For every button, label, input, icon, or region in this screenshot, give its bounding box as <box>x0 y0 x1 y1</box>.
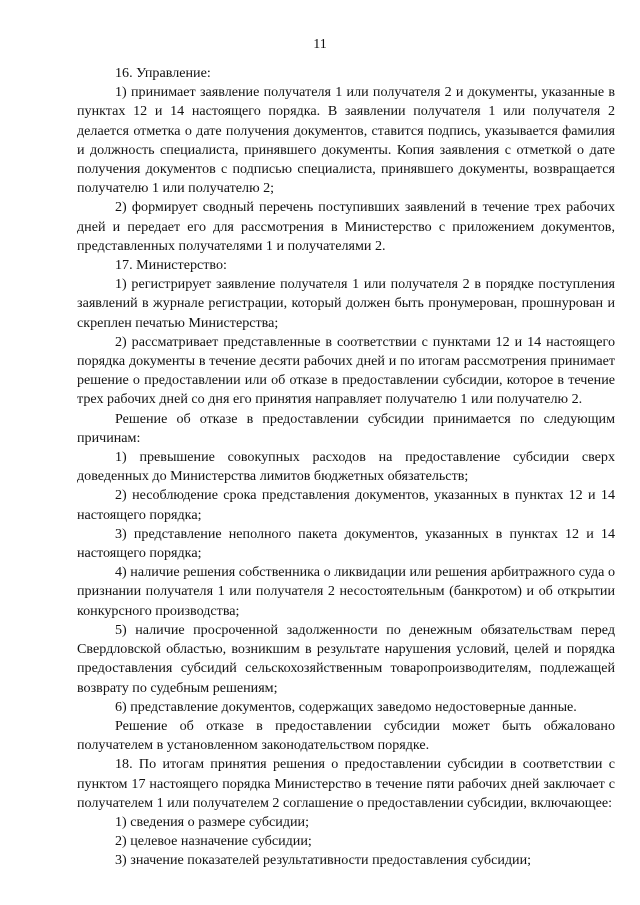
section-16-heading: 16. Управление: <box>115 65 211 81</box>
section-17-heading: 17. Министерство: <box>115 257 227 274</box>
paragraph: 2) рассматривает представленные в соответствии с пунктами 12 и 14 настоящего порядка документы в течение десяти рабочих дней и по итогам рассмотрения принимает решение о предоставлении или об отказе в предоставлении субсидии, которое в течение трех рабочих дней со дня его принятия направляет получателю 1 или получателю 2. <box>77 333 615 408</box>
list-item: 2) целевое назначение субсидии; <box>115 833 312 850</box>
paragraph: Решение об отказе в предоставлении субсидии может быть обжаловано получателем в установленном законодательством порядке. <box>77 717 615 754</box>
list-item: 1) превышение совокупных расходов на предоставление субсидии сверх доведенных до Министерства лимитов бюджетных обязательств; <box>77 449 615 485</box>
list-item: 4) наличие решения собственника о ликвидации или решения арбитражного суда о признании получателя 1 или получателя 2 несостоятельным (банкротом) и об открытии конкурсного производства; <box>77 564 615 619</box>
paragraph: Решение об отказе в предоставлении субсидии принимается по следующим причинам: <box>77 410 615 446</box>
list-item: 3) значение показателей результативности предоставления субсидии; <box>115 852 532 869</box>
paragraph: 1) принимает заявление получателя 1 или получателя 2 и документы, указанные в пунктах 12 и 14 настоящего порядка. В заявлении получателя 1 или получателя 2 делается отметка о дате получения документов, ставится подпись, указывается фамилия и должность специалиста, принявшего документы. Копия заявления с отметкой о дате получения документов с подписью специалиста, принявшего документы, возвращается получателю 1 или получателю 2; <box>77 84 615 197</box>
paragraph: 1) регистрирует заявление получателя 1 или получателя 2 в порядке поступления заявлений в журнале регистрации, который должен быть пронумерован, прошнурован и скреплен печатью Министерства; <box>77 276 615 331</box>
list-item: 5) наличие просроченной задолженности по денежным обязательствам перед Свердловской областью, возникшим в результате нарушения условий, целей и порядка предоставления субсидий сельскохозяйственным товаропроизводителям, подлежащей возврату по судебным решениям; <box>77 621 615 696</box>
document-body <box>77 64 615 871</box>
section-18-paragraph: 18. По итогам принятия решения о предоставлении субсидии в соответствии с пунктом 17 настоящего порядка Министерство в течение пяти рабочих дней заключает с получателем 1 или получателем 2 соглашение о предоставлении субсидии, включающее: <box>77 756 615 811</box>
list-item: 2) несоблюдение срока представления документов, указанных в пунктах 12 и 14 настоящего порядка; <box>77 487 615 523</box>
list-item: 6) представление документов, содержащих заведомо недостоверные данные. <box>115 698 577 715</box>
list-item: 3) представление неполного пакета документов, указанных в пунктах 12 и 14 настоящего порядка; <box>77 525 615 562</box>
paragraph: 2) формирует сводный перечень поступивших заявлений в течение трех рабочих дней и передает его для рассмотрения в Министерство с приложением документов, представленных получателями 1 и получателями 2. <box>77 199 615 254</box>
page-number: 11 <box>313 37 327 52</box>
list-item: 1) сведения о размере субсидии; <box>115 813 309 830</box>
